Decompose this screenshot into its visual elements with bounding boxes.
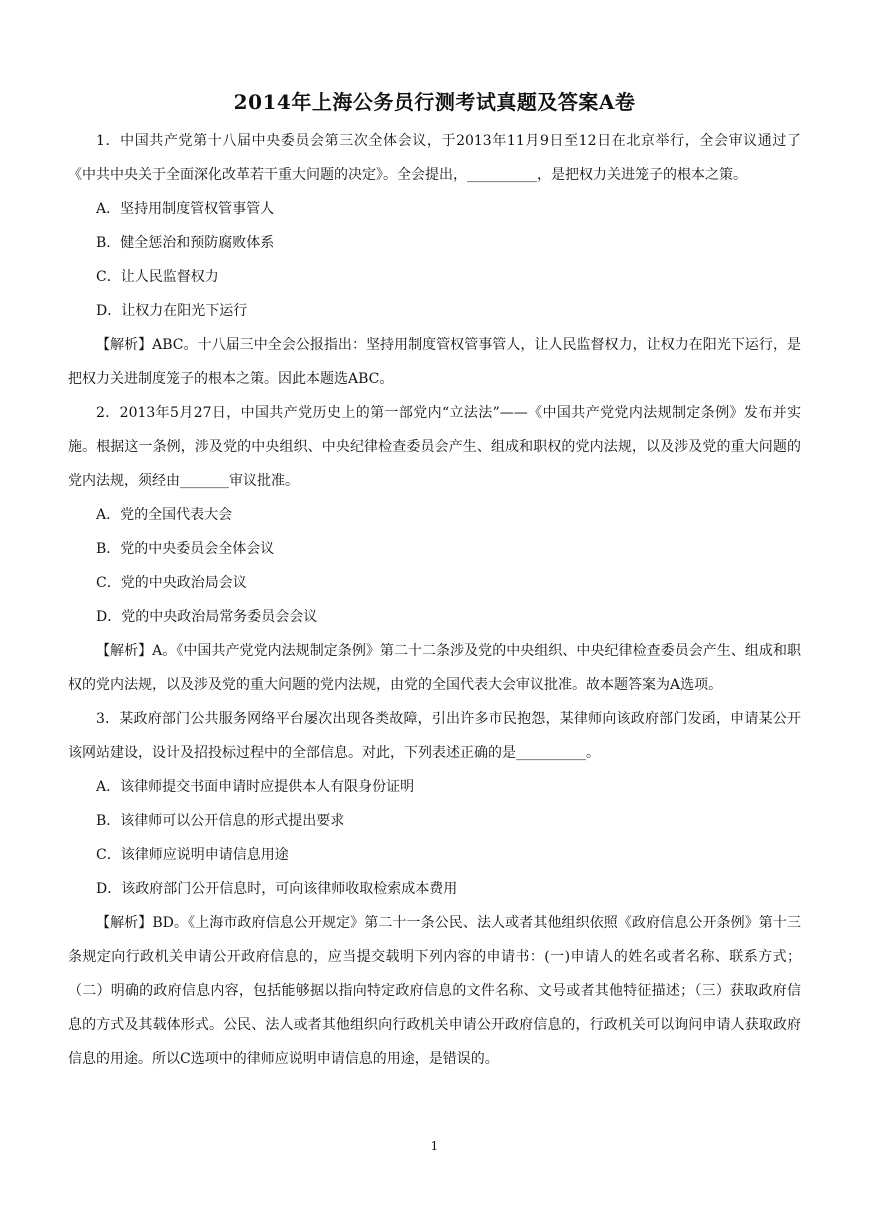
question-3-option-b: B．该律师可以公开信息的形式提出要求 [96, 813, 345, 829]
question-2-option-a: A．党的全国代表大会 [96, 507, 233, 523]
question-3-option-c: C．该律师应说明申请信息用途 [96, 847, 289, 863]
question-1-option-d: D．让权力在阳光下运行 [96, 303, 248, 319]
question-2-option-c: C．党的中央政治局会议 [96, 575, 247, 591]
question-3-stem: 3．某政府部门公共服务网络平台屡次出现各类故障，引出许多市民抱怨，某律师向该政府部门发函，申请某公开该网站建设，设计及招投标过程中的全部信息。对此，下列表述正确的是__________。 [68, 711, 801, 761]
question-2-option-b: B．党的中央委员会全体会议 [96, 541, 275, 557]
question-3-option-d: D．该政府部门公开信息时，可向该律师收取检索成本费用 [96, 881, 458, 897]
question-1-option-c: C．让人民监督权力 [96, 269, 219, 285]
question-2-option-d: D．党的中央政治局常务委员会会议 [96, 609, 318, 625]
page-number: 1 [430, 1139, 439, 1153]
question-2-analysis: 【解析】A。《中国共产党党内法规制定条例》第二十二条涉及党的中央组织、中央纪律检查委员会产生、组成和职权的党内法规，以及涉及党的重大问题的党内法规，由党的全国代表大会审议批准。故本题答案为A选项。 [68, 643, 801, 693]
document-title: 2014年上海公务员行测考试真题及答案A卷 [233, 90, 636, 114]
question-3-analysis: 【解析】BD。《上海市政府信息公开规定》第二十一条公民、法人或者其他组织依照《政府信息公开条例》第十三条规定向行政机关申请公开政府信息的，应当提交载明下列内容的申请书：(一)申请人的姓名或者名称、联系方式；（二）明确的政府信息内容，包括能够据以指向特定政府信息的文件名称、文号或者其他特征描述；（三）获取政府信息的方式及其载体形式。公民、法人或者其他组织向行政机关申请公开政府信息的，行政机关可以询问申请人获取政府信息的用途。所以C选项中的律师应说明申请信息的用途，是错误的。 [68, 915, 801, 1067]
question-1-analysis: 【解析】ABC。十八届三中全会公报指出：坚持用制度管权管事管人，让人民监督权力，让权力在阳光下运行，是把权力关进制度笼子的根本之策。因此本题选ABC。 [68, 337, 801, 387]
question-2-stem: 2．2013年5月27日，中国共产党历史上的第一部党内“立法法”——《中国共产党党内法规制定条例》发布并实施。根据这一条例，涉及党的中央组织、中央纪律检查委员会产生、组成和职权的党内法规，以及涉及党的重大问题的党内法规，须经由_______审议批准。 [68, 405, 801, 489]
question-1-stem: 1．中国共产党第十八届中央委员会第三次全体会议，于2013年11月9日至12日在北京举行，全会审议通过了《中共中央关于全面深化改革若干重大问题的决定》。全会提出，__________，是把权力关进笼子的根本之策。 [68, 133, 801, 183]
question-3-option-a: A．该律师提交书面申请时应提供本人有限身份证明 [96, 779, 415, 795]
question-1-option-b: B．健全惩治和预防腐败体系 [96, 235, 275, 251]
document-body [68, 124, 801, 1076]
question-1-option-a: A．坚持用制度管权管事管人 [96, 201, 275, 217]
